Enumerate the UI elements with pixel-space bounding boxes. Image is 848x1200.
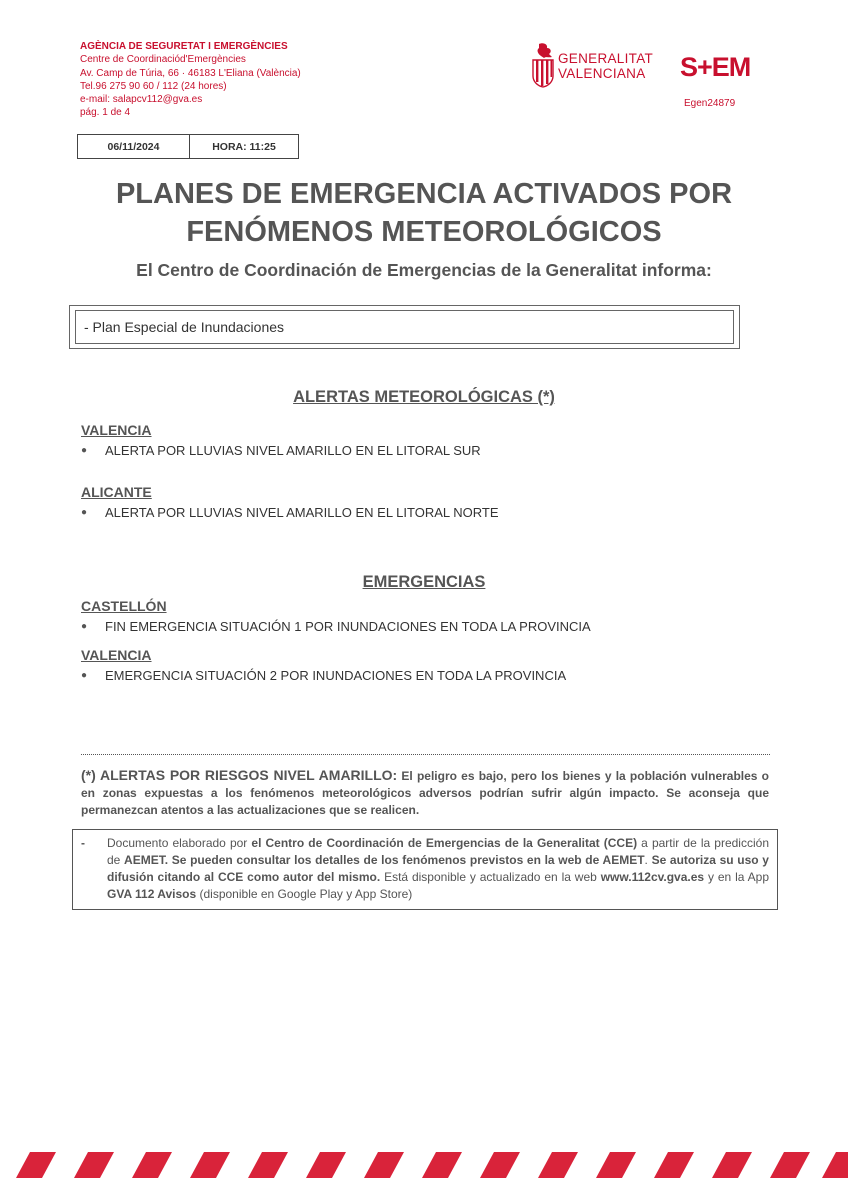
- alert-item: [81, 443, 481, 458]
- emergency-item-text: EMERGENCIA SITUACIÓN 2 POR INUNDACIONES EN TODA LA PROVINCIA: [105, 668, 567, 683]
- page-number: pág. 1 de 4: [80, 107, 131, 119]
- emergency-item: [81, 668, 566, 683]
- doc-note-bold: el Centro de Coordinación de Emergencias de la Generalitat (CCE): [251, 836, 638, 850]
- page-subtitle: El Centro de Coordinación de Emergencias de la Generalitat informa:: [136, 260, 712, 280]
- app-name: GVA 112 Avisos: [107, 887, 197, 901]
- agency-header: [80, 40, 301, 120]
- note-lead: (*) ALERTAS POR RIESGOS NIVEL AMARILLO:: [81, 767, 398, 783]
- generalitat-logo-text: [558, 51, 653, 81]
- generalitat-line1: GENERALITAT: [558, 51, 654, 66]
- doc-note-bold: Se autoriza su uso y difusión citando al CCE como autor del mismo.: [107, 853, 769, 884]
- note-text: El peligro es bajo, pero los bienes y la población vulnerables o en zonas expuestas a los fenómenos meteorológicos adversos podrían sufrir algún impacto. Se aconseja que permanezcan atentos a las actualizaciones que se realicen.: [81, 769, 769, 817]
- sem-logo: S+EM: [680, 52, 751, 82]
- generalitat-shield-icon: [530, 42, 556, 88]
- website-link[interactable]: www.112cv.gva.es: [600, 870, 705, 884]
- agency-address: Av. Camp de Túria, 66 · 46183 L'Eliana (València): [80, 67, 301, 79]
- date-time-box: [77, 134, 299, 159]
- logos: [530, 42, 770, 112]
- emergency-item-text: FIN EMERGENCIA SITUACIÓN 1 POR INUNDACIONES EN TODA LA PROVINCIA: [105, 619, 591, 634]
- document-code: Egen24879: [684, 98, 736, 109]
- emergency-item: [81, 619, 591, 634]
- emergency-province: CASTELLÓN: [81, 598, 167, 614]
- agency-phone: Tel.96 275 90 60 / 112 (24 hores): [80, 80, 227, 92]
- alerts-province: VALENCIA: [81, 422, 152, 438]
- doc-note-part: y en la App: [704, 870, 769, 884]
- doc-note-text: [107, 835, 769, 903]
- dotted-divider: [81, 754, 770, 755]
- doc-note-part: .: [644, 853, 652, 867]
- doc-note-part: Documento elaborado por: [107, 836, 252, 850]
- report-date: 06/11/2024: [78, 135, 190, 158]
- emergencies-section-title: EMERGENCIAS: [362, 573, 486, 591]
- plan-box: [69, 305, 740, 349]
- agency-center: Centre de Coordinaciód'Emergències: [80, 54, 246, 66]
- document-note-box: [72, 829, 778, 910]
- bullet-icon: ●: [81, 507, 88, 518]
- alerts-province: ALICANTE: [81, 484, 152, 500]
- doc-note-part: Está disponible y actualizado en la web: [380, 870, 601, 884]
- title-line1: PLANES DE EMERGENCIA ACTIVADOS POR: [115, 178, 733, 210]
- emergency-province: VALENCIA: [81, 647, 152, 663]
- title-line2: FENÓMENOS METEOROLÓGICOS: [186, 216, 662, 248]
- doc-note-bold: AEMET. Se pueden consultar los detalles de los fenómenos previstos en la web de AEMET: [124, 853, 645, 867]
- active-plan: - Plan Especial de Inundaciones: [75, 310, 734, 344]
- doc-note-part: a partir de la predicción de: [107, 836, 769, 867]
- bullet-icon: ●: [81, 670, 88, 681]
- alerts-section-title: ALERTAS METEOROLÓGICAS (*): [293, 388, 555, 406]
- bullet-icon: ●: [81, 445, 88, 456]
- generalitat-line2: VALENCIANA: [558, 66, 646, 81]
- yellow-alert-note: [81, 767, 769, 819]
- agency-name: AGÈNCIA DE SEGURETAT I EMERGÈNCIES: [80, 41, 288, 52]
- report-time: HORA: 11:25: [212, 140, 276, 153]
- footer-stripes: [0, 1152, 848, 1178]
- agency-email[interactable]: e-mail: salapcv112@gva.es: [80, 94, 203, 106]
- alert-item-text: ALERTA POR LLUVIAS NIVEL AMARILLO EN EL LITORAL SUR: [105, 443, 481, 458]
- doc-note-part: (disponible en Google Play y App Store): [196, 887, 413, 901]
- page-title: [0, 175, 848, 251]
- alert-item: [81, 505, 499, 520]
- bullet-icon: ●: [81, 621, 88, 632]
- doc-dash: -: [81, 836, 85, 850]
- alert-item-text: ALERTA POR LLUVIAS NIVEL AMARILLO EN EL LITORAL NORTE: [105, 505, 499, 520]
